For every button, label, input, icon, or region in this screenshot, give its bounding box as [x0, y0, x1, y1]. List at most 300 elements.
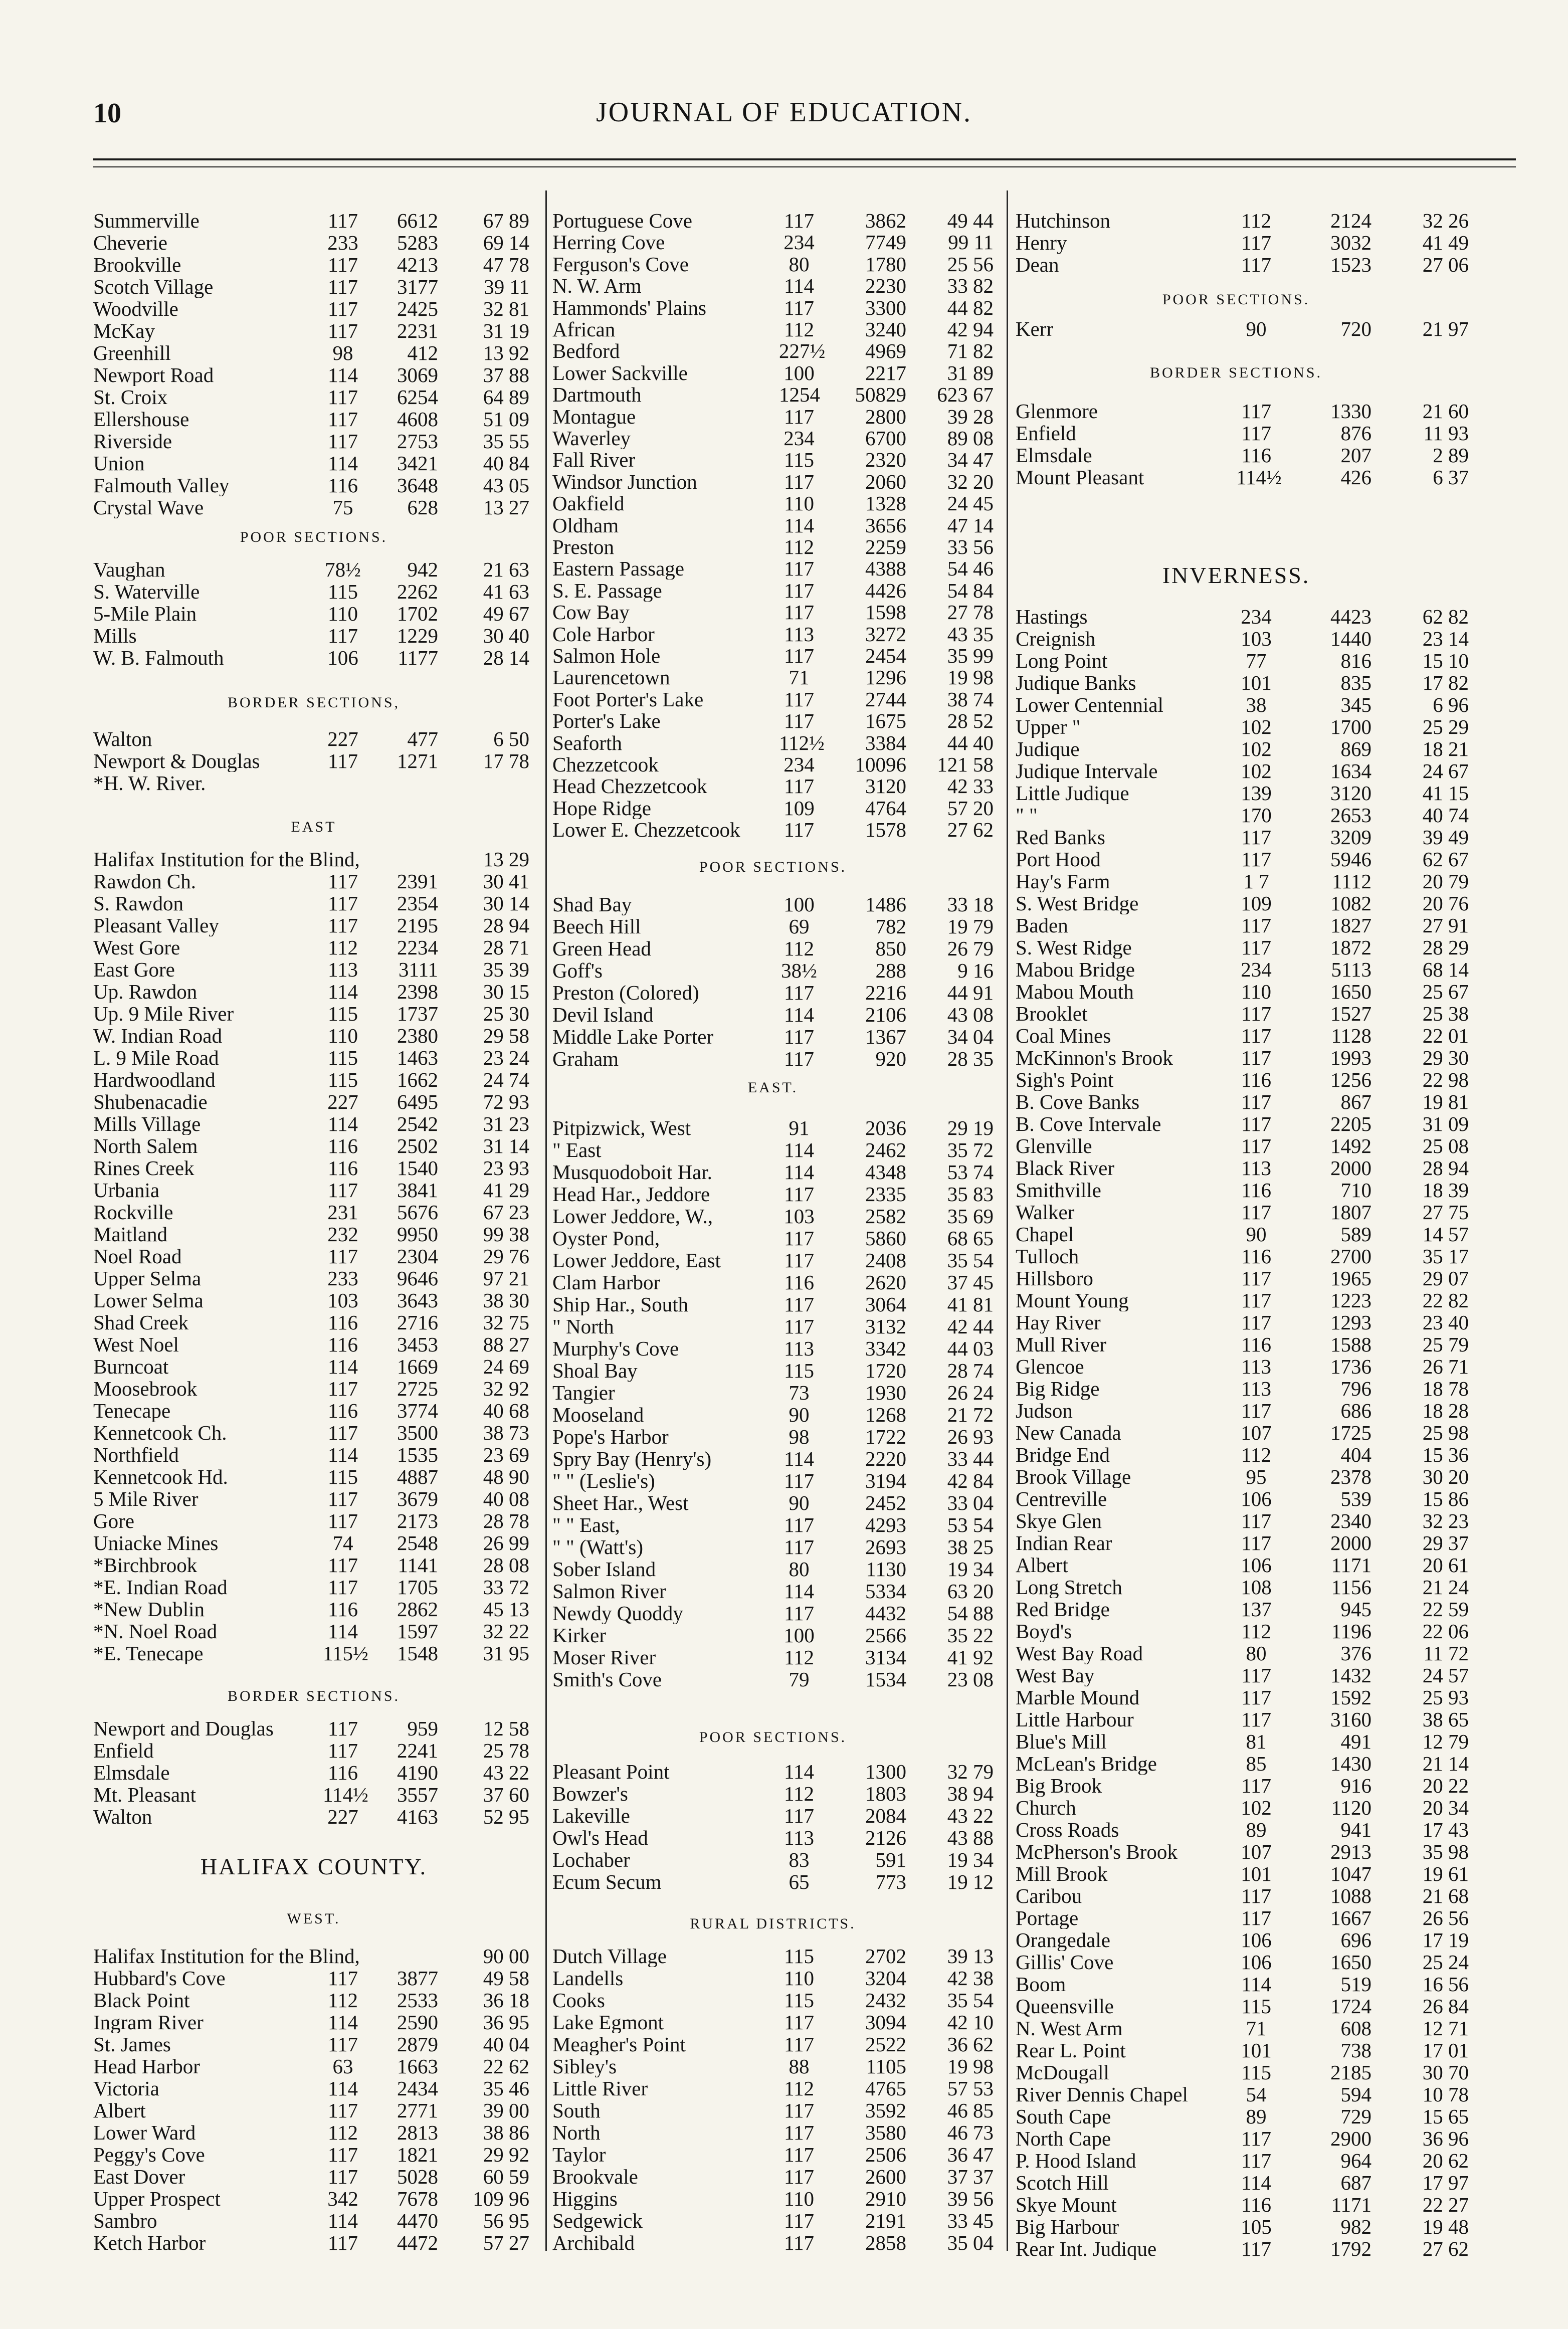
section-name: Shubenacadie	[93, 1091, 208, 1113]
grant-amount: 39 49	[1422, 826, 1469, 849]
section-name: Green Head	[552, 937, 651, 959]
attendance: 1177	[398, 646, 438, 669]
school-days: 101	[1241, 1862, 1272, 1885]
school-days: 114	[328, 1443, 358, 1466]
attendance: 1598	[865, 601, 906, 624]
grant-amount: 26 93	[947, 1425, 994, 1448]
school-days: 100	[783, 1624, 815, 1647]
attendance: 5028	[397, 2165, 438, 2188]
attendance: 1105	[866, 2055, 906, 2078]
grant-amount: 88 27	[483, 1333, 529, 1356]
school-days: 63	[332, 2055, 353, 2078]
school-days: 89	[1246, 2105, 1267, 2128]
school-days: 103	[1241, 627, 1272, 650]
section-name: Tulloch	[1016, 1245, 1079, 1267]
attendance: 6700	[865, 427, 906, 450]
school-days: 114	[784, 1138, 814, 1161]
grant-amount: 43 22	[483, 1761, 529, 1784]
running-title: JOURNAL OF EDUCATION.	[596, 97, 972, 128]
section-name: Preston (Colored)	[552, 982, 699, 1004]
section-name: McKay	[93, 320, 155, 342]
attendance: 2813	[397, 2121, 438, 2144]
school-days: 117	[784, 1513, 814, 1536]
grant-amount: 25 79	[1422, 1333, 1469, 1356]
attendance: 2800	[865, 405, 906, 428]
section-name: Red Banks	[1016, 826, 1105, 848]
column-divider	[1007, 190, 1008, 2251]
grant-amount: 29 76	[483, 1245, 529, 1268]
section-name: 5 Mile River	[93, 1488, 199, 1510]
attendance: 1047	[1330, 1862, 1371, 1885]
attendance: 1432	[1330, 1664, 1371, 1687]
section-name: S. Rawdon	[93, 892, 183, 914]
attendance: 2744	[865, 688, 906, 711]
attendance: 3134	[865, 1646, 906, 1669]
attendance: 2542	[397, 1112, 438, 1135]
section-name: Skye Glen	[1016, 1510, 1102, 1532]
attendance: 477	[407, 727, 438, 750]
school-days: 74	[332, 1531, 353, 1555]
school-days: 117	[784, 470, 814, 493]
grant-amount: 20 22	[1422, 1774, 1469, 1797]
attendance: 796	[1340, 1377, 1371, 1400]
grant-amount: 89 08	[947, 427, 994, 450]
attendance: 5334	[865, 1580, 906, 1603]
attendance: 945	[1340, 1598, 1371, 1621]
school-days: 117	[784, 1804, 814, 1827]
grant-amount: 34 04	[947, 1025, 994, 1048]
grant-amount: 38 86	[483, 2121, 529, 2144]
grant-amount: 19 61	[1422, 1862, 1469, 1885]
grant-amount: 26 71	[1422, 1355, 1469, 1378]
school-days: 227	[327, 1090, 358, 1113]
attendance: 1486	[865, 893, 906, 916]
section-name: Oakfield	[552, 492, 625, 514]
section-name: Lochaber	[552, 1849, 630, 1871]
attendance: 2716	[397, 1311, 438, 1334]
section-name: W. B. Falmouth	[93, 647, 224, 669]
section-name: Brookville	[93, 254, 181, 276]
school-days: 117	[784, 644, 814, 667]
attendance: 3204	[865, 1967, 906, 1990]
attendance: 2502	[397, 1134, 438, 1157]
attendance: 1792	[1330, 2237, 1371, 2260]
attendance: 2259	[865, 535, 906, 558]
section-name: Pleasant Point	[552, 1761, 670, 1783]
attendance: 3177	[397, 275, 438, 298]
grant-amount: 31 89	[947, 361, 994, 384]
grant-amount: 24 57	[1422, 1664, 1469, 1687]
school-days: 117	[328, 892, 358, 915]
section-name: McLean's Bridge	[1016, 1753, 1157, 1775]
grant-amount: 20 61	[1422, 1554, 1469, 1577]
school-days: 78½	[325, 558, 361, 581]
attendance: 3421	[397, 452, 438, 475]
section-name: Middle Lake Porter	[552, 1026, 714, 1048]
school-days: 114	[784, 1447, 814, 1470]
attendance: 2753	[397, 430, 438, 453]
school-days: 80	[789, 253, 810, 276]
attendance: 1293	[1330, 1311, 1371, 1334]
attendance: 1296	[865, 666, 906, 689]
attendance: 628	[407, 496, 438, 519]
school-days: 117	[1241, 400, 1271, 423]
grant-amount: 54 46	[947, 557, 994, 580]
grant-amount: 39 56	[947, 2187, 994, 2210]
section-name: Dean	[1016, 254, 1059, 276]
school-days: 114	[328, 1112, 358, 1135]
section-name: " East	[552, 1139, 602, 1161]
school-days: 91	[789, 1116, 810, 1139]
school-days: 116	[1241, 1333, 1271, 1356]
grant-amount: 26 99	[483, 1531, 529, 1555]
grant-amount: 99 38	[483, 1223, 529, 1246]
attendance: 594	[1340, 2083, 1371, 2106]
attendance: 4348	[865, 1160, 906, 1184]
attendance: 867	[1340, 1090, 1371, 1113]
section-name: North	[552, 2121, 601, 2144]
attendance: 9950	[397, 1223, 438, 1246]
school-days: 117	[1241, 826, 1271, 849]
grant-amount: 23 93	[483, 1156, 529, 1180]
grant-amount: 23 14	[1422, 627, 1469, 650]
school-days: 112	[328, 936, 358, 959]
attendance: 835	[1340, 671, 1371, 694]
section-name: Head Chezzetcook	[552, 775, 707, 797]
attendance: 2582	[865, 1205, 906, 1228]
school-days: 117	[1241, 1708, 1271, 1731]
grant-amount: 29 58	[483, 1024, 529, 1047]
school-days: 117	[1241, 231, 1271, 254]
section-name: St. James	[93, 2033, 171, 2055]
grant-amount: 33 82	[947, 274, 994, 297]
school-days: 117	[1241, 1267, 1271, 1290]
section-name: Salmon Hole	[552, 645, 661, 667]
section-name: Cow Bay	[552, 601, 630, 623]
school-days: 117	[1241, 1906, 1271, 1929]
grant-amount: 19 48	[1422, 2215, 1469, 2238]
grant-amount: 27 06	[1422, 253, 1469, 276]
grant-amount: 22 59	[1422, 1598, 1469, 1621]
school-days: 113	[328, 958, 358, 981]
school-days: 90	[1246, 317, 1267, 340]
school-days: 98	[789, 1425, 810, 1448]
school-days: 113	[1241, 1156, 1271, 1180]
school-days: 117	[784, 2231, 814, 2254]
section-name: Hay River	[1016, 1311, 1101, 1333]
school-days: 83	[789, 1848, 810, 1871]
grant-amount: 35 17	[1422, 1245, 1469, 1268]
attendance: 1527	[1330, 1002, 1371, 1025]
section-name: Laurencetown	[552, 666, 670, 688]
attendance: 5113	[1331, 958, 1371, 981]
section-name: West Noel	[93, 1333, 179, 1355]
grant-amount: 43 05	[483, 474, 529, 497]
attendance: 4764	[865, 797, 906, 820]
section-name: Rockville	[93, 1201, 173, 1223]
school-days: 117	[328, 209, 358, 232]
section-name: S. West Bridge	[1016, 892, 1139, 914]
school-days: 117	[328, 1421, 358, 1444]
school-days: 115	[1241, 1995, 1271, 2018]
section-heading-inverness: INVERNESS.	[1162, 562, 1310, 588]
school-days: 1 7	[1243, 870, 1269, 893]
school-days: 117	[328, 408, 358, 431]
attendance: 412	[407, 341, 438, 364]
attendance: 2566	[865, 1624, 906, 1647]
school-days: 103	[327, 1289, 358, 1312]
attendance: 1588	[1330, 1333, 1371, 1356]
grant-amount: 35 54	[947, 1249, 994, 1272]
attendance: 2231	[397, 319, 438, 342]
grant-amount: 41 29	[483, 1179, 529, 1202]
attendance: 3120	[865, 774, 906, 798]
grant-amount: 24 74	[483, 1068, 529, 1091]
attendance: 3132	[865, 1315, 906, 1338]
attendance: 2220	[865, 1447, 906, 1470]
school-days: 117	[1241, 1201, 1271, 1224]
school-days: 117	[1241, 1046, 1271, 1069]
grant-amount: 41 81	[947, 1293, 994, 1316]
attendance: 2425	[397, 297, 438, 320]
school-days: 117	[784, 709, 814, 732]
grant-amount: 72 93	[483, 1090, 529, 1113]
attendance: 2320	[865, 448, 906, 471]
attendance: 1634	[1330, 759, 1371, 783]
school-days: 112	[784, 937, 814, 960]
section-name: Ship Har., South	[552, 1293, 689, 1315]
attendance: 3194	[865, 1469, 906, 1492]
attendance: 2693	[865, 1535, 906, 1559]
school-days: 342	[327, 2187, 358, 2210]
school-days: 105	[1241, 2215, 1272, 2238]
grant-amount: 19 79	[947, 915, 994, 938]
school-days: 77	[1246, 649, 1267, 672]
grant-amount: 24 67	[1422, 759, 1469, 783]
attendance: 2173	[397, 1509, 438, 1532]
grant-amount: 22 98	[1422, 1068, 1469, 1091]
school-days: 117	[328, 385, 358, 409]
grant-amount: 37 88	[483, 363, 529, 386]
attendance: 982	[1340, 2215, 1371, 2238]
school-days: 114	[784, 274, 814, 297]
school-days: 117	[784, 2143, 814, 2166]
school-days: 112	[1241, 1443, 1271, 1466]
grant-amount: 44 91	[947, 981, 994, 1004]
grant-amount: 11 72	[1423, 1642, 1469, 1665]
attendance: 2462	[865, 1138, 906, 1161]
school-days: 117	[784, 2121, 814, 2144]
attendance: 1663	[397, 2055, 438, 2078]
grant-amount: 22 06	[1422, 1620, 1469, 1643]
grant-amount: 63 20	[947, 1580, 994, 1603]
school-days: 106	[1241, 1928, 1272, 1952]
grant-amount: 32 23	[1422, 1509, 1469, 1532]
grant-amount: 19 98	[947, 666, 994, 689]
attendance: 3648	[397, 474, 438, 497]
attendance: 3342	[865, 1337, 906, 1360]
section-name: Elmsdale	[93, 1762, 170, 1784]
grant-amount: 56 95	[483, 2209, 529, 2232]
school-days: 117	[784, 1047, 814, 1070]
grant-amount: 6 96	[1433, 693, 1469, 716]
grant-amount: 30 70	[1422, 2061, 1469, 2084]
section-name: Bowzer's	[552, 1783, 628, 1805]
grant-amount: 39 13	[947, 1945, 994, 1968]
school-days: 117	[784, 2011, 814, 2034]
grant-amount: 49 44	[947, 209, 994, 232]
school-days: 117	[328, 2143, 358, 2166]
attendance: 2391	[397, 870, 438, 893]
section-name: S. E. Passage	[552, 579, 662, 602]
attendance: 4190	[397, 1761, 438, 1784]
header-rule	[93, 158, 1516, 160]
school-days: 109	[1241, 892, 1272, 915]
section-name: Port Hood	[1016, 848, 1101, 870]
attendance: 2879	[397, 2033, 438, 2056]
attendance: 2335	[865, 1183, 906, 1206]
section-name: Lower Sackville	[552, 362, 688, 384]
attendance: 2084	[865, 1804, 906, 1827]
attendance: 1780	[865, 253, 906, 276]
section-name: West Bay Road	[1016, 1642, 1143, 1664]
grant-amount: 32 81	[483, 297, 529, 320]
school-days: 115	[328, 1002, 358, 1025]
school-days: 117	[784, 1315, 814, 1338]
section-name: Little Judique	[1016, 782, 1129, 804]
grant-amount: 38 30	[483, 1289, 529, 1312]
grant-amount: 35 39	[483, 958, 529, 981]
attendance: 3841	[397, 1179, 438, 1202]
grant-amount: 23 40	[1422, 1311, 1469, 1334]
grant-amount: 32 20	[947, 470, 994, 493]
attendance: 1650	[1330, 980, 1371, 1003]
grant-amount: 18 78	[1422, 1377, 1469, 1400]
grant-amount: 30 40	[483, 624, 529, 647]
school-days: 116	[328, 1311, 358, 1334]
section-name: McPherson's Brook	[1016, 1841, 1178, 1863]
section-name: " " East,	[552, 1514, 620, 1536]
section-name: Halifax Institution for the Blind,	[93, 1945, 360, 1967]
attendance: 850	[875, 937, 906, 960]
grant-amount: 36 62	[947, 2033, 994, 2056]
grant-amount: 38 73	[483, 1421, 529, 1444]
attendance: 2700	[1330, 1245, 1371, 1268]
school-days: 85	[1246, 1752, 1267, 1775]
section-name: Mount Pleasant	[1016, 466, 1144, 488]
school-days: 117	[784, 1025, 814, 1048]
section-name: Shoal Bay	[552, 1360, 638, 1382]
section-name: Enfield	[1016, 422, 1076, 444]
section-name: Boom	[1016, 1973, 1066, 1995]
grant-amount: 32 92	[483, 1377, 529, 1400]
grant-amount: 42 44	[947, 1315, 994, 1338]
attendance: 3774	[397, 1399, 438, 1422]
grant-amount: 6 37	[1433, 466, 1469, 489]
school-days: 117	[1241, 914, 1271, 937]
section-name: Pitpizwick, West	[552, 1117, 691, 1139]
grant-amount: 42 38	[947, 1967, 994, 1990]
section-name: Chapel	[1016, 1223, 1074, 1245]
grant-amount: 18 39	[1422, 1179, 1469, 1202]
section-name: Up. 9 Mile River	[93, 1003, 234, 1025]
school-days: 106	[327, 646, 358, 669]
grant-amount: 34 47	[947, 448, 994, 471]
attendance: 1720	[865, 1359, 906, 1382]
section-name: Boyd's	[1016, 1620, 1072, 1642]
attendance: 1675	[865, 709, 906, 732]
school-days: 112	[784, 2077, 814, 2100]
attendance: 345	[1340, 693, 1371, 716]
attendance: 1171	[1331, 1554, 1371, 1577]
school-days: 117	[784, 2033, 814, 2056]
attendance: 4969	[865, 339, 906, 362]
section-name: Rear L. Point	[1016, 2039, 1126, 2061]
section-name: Burncoat	[93, 1355, 169, 1378]
section-name: Foot Porter's Lake	[552, 688, 704, 710]
attendance: 591	[875, 1848, 906, 1871]
grant-amount: 27 75	[1422, 1201, 1469, 1224]
section-name: Urbania	[93, 1179, 160, 1201]
section-name: Newdy Quoddy	[552, 1602, 683, 1624]
grant-amount: 17 82	[1422, 671, 1469, 694]
grant-amount: 623 67	[937, 383, 994, 406]
attendance: 4608	[397, 408, 438, 431]
section-name: Lower E. Chezzetcook	[552, 819, 740, 841]
grant-amount: 28 78	[483, 1509, 529, 1532]
section-name: Kerr	[1016, 318, 1054, 340]
section-name: Marble Mound	[1016, 1686, 1140, 1708]
school-days: 139	[1241, 782, 1272, 805]
attendance: 491	[1340, 1730, 1371, 1753]
section-name: Brook Village	[1016, 1466, 1131, 1488]
grant-amount: 26 79	[947, 937, 994, 960]
section-heading-halifax-county: HALIFAX COUNTY.	[200, 1854, 428, 1879]
section-name: Rines Creek	[93, 1157, 194, 1179]
grant-amount: 33 45	[947, 2209, 994, 2232]
section-name: Oyster Pond,	[552, 1227, 660, 1249]
grant-amount: 15 65	[1422, 2105, 1469, 2128]
school-days: 114	[328, 2077, 358, 2100]
school-days: 69	[789, 915, 810, 938]
section-name: " "	[1016, 804, 1038, 826]
grant-amount: 26 56	[1422, 1906, 1469, 1929]
attendance: 1872	[1330, 936, 1371, 959]
grant-amount: 14 57	[1422, 1223, 1469, 1246]
school-days: 117	[328, 914, 358, 937]
school-days: 108	[1241, 1576, 1272, 1599]
grant-amount: 17 01	[1422, 2039, 1469, 2062]
school-days: 117	[328, 275, 358, 298]
attendance: 5676	[397, 1201, 438, 1224]
school-days: 114	[328, 2209, 358, 2232]
section-name: New Canada	[1016, 1422, 1121, 1444]
section-name: Windsor Junction	[552, 471, 697, 493]
school-days: 227½	[779, 339, 826, 362]
section-name: East Gore	[93, 958, 175, 981]
school-days: 106	[1241, 1554, 1272, 1577]
grant-amount: 12 71	[1422, 2017, 1469, 2040]
grant-amount: 52 95	[483, 1805, 529, 1828]
attendance: 1534	[865, 1668, 906, 1691]
school-days: 117	[1241, 1289, 1271, 1312]
section-name: Beech Hill	[552, 915, 641, 937]
grant-amount: 39 00	[483, 2099, 529, 2122]
grant-amount: 24 45	[947, 492, 994, 515]
grant-amount: 54 88	[947, 1602, 994, 1625]
section-heading-poor-sections: POOR SECTIONS.	[699, 859, 847, 875]
attendance: 1702	[397, 602, 438, 625]
